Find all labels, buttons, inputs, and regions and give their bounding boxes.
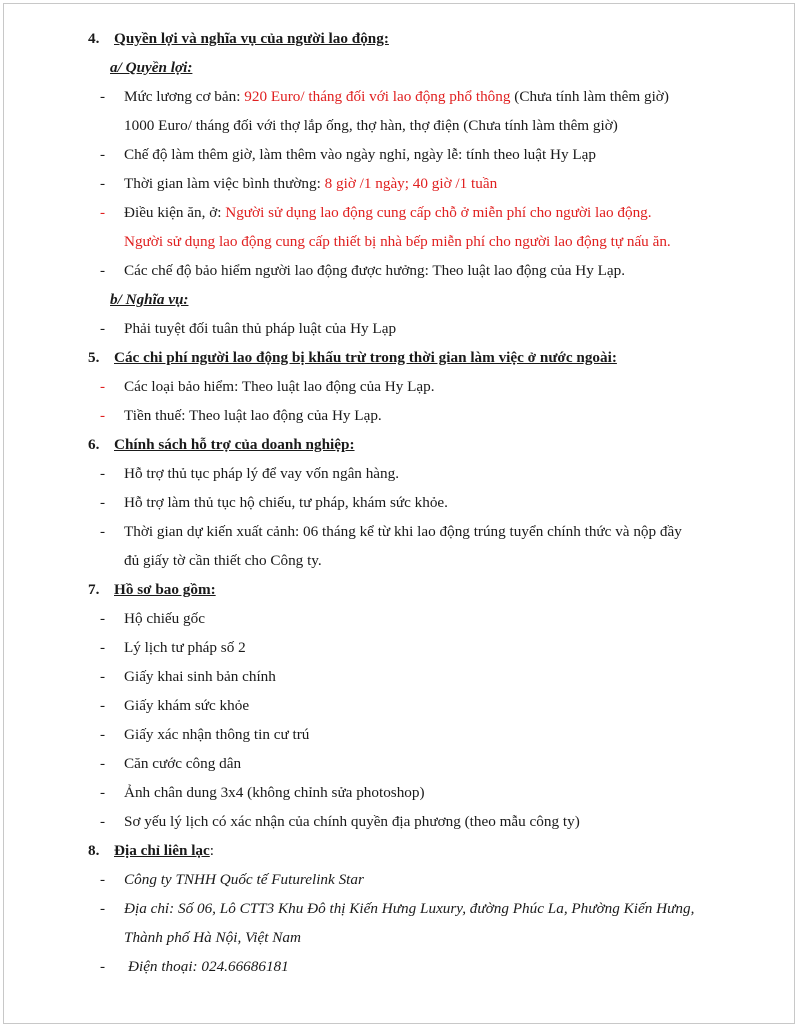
section-number: 4. [88, 30, 100, 47]
list-item-text: Hỗ trợ thủ tục pháp lý để vay vốn ngân hàng. [124, 465, 400, 482]
hours-label: Thời gian làm việc bình thường: [124, 175, 325, 192]
list-item-address [4, 894, 794, 923]
list-item-text: Giấy xác nhận thông tin cư trú [124, 726, 310, 743]
list-item [4, 633, 794, 662]
duties-subheading [4, 285, 794, 314]
section-number: 6. [88, 436, 100, 453]
address-text: Địa chỉ: Số 06, Lô CTT3 Khu Đô thị Kiến Hưng Luxury, đường Phúc La, Phường Kiến Hưng, [124, 900, 695, 917]
living-highlight: Người sử dụng lao động cung cấp chỗ ở miễn phí cho người lao động. [225, 204, 652, 221]
list-item-text: Sơ yếu lý lịch có xác nhận của chính quyền địa phương (theo mẫu công ty) [124, 813, 580, 830]
section-title: Chính sách hỗ trợ của doanh nghiệp: [114, 436, 355, 453]
list-item-address-cont [4, 923, 794, 952]
bullet-dash: - [100, 784, 106, 801]
exit-line-2: đủ giấy tờ cần thiết cho Công ty. [124, 552, 322, 569]
hours-highlight: 8 giờ /1 ngày; 40 giờ /1 tuần [324, 175, 498, 192]
bullet-dash: - [100, 639, 106, 656]
list-item-duty [4, 314, 794, 343]
section-number: 5. [88, 349, 100, 366]
subheading-text: a/ Quyền lợi: [110, 59, 193, 76]
bullet-dash: - [100, 378, 106, 395]
list-item-exit-cont [4, 546, 794, 575]
section-number: 7. [88, 581, 100, 598]
list-item [4, 488, 794, 517]
section-8-heading [4, 836, 794, 865]
list-item-living [4, 198, 794, 227]
list-item-text: Căn cước công dân [124, 755, 242, 772]
list-item-overtime [4, 140, 794, 169]
list-item-company [4, 865, 794, 894]
overtime-text: Chế độ làm thêm giờ, làm thêm vào ngày nghỉ, ngày lễ: tính theo luật Hy Lạp [124, 146, 596, 163]
list-item-living-cont [4, 227, 794, 256]
salary-line-2: 1000 Euro/ tháng đối với thợ lắp ống, thợ hàn, thợ điện (Chưa tính làm thêm giờ) [124, 117, 618, 134]
bullet-dash: - [100, 871, 106, 888]
bullet-dash: - [100, 900, 106, 917]
bullet-dash: - [100, 407, 106, 424]
bullet-dash: - [100, 88, 106, 105]
phone-text: Điện thoại: 024.66686181 [128, 958, 289, 975]
list-item-text: Các loại bảo hiểm: Theo luật lao động của Hy Lạp. [124, 378, 435, 395]
salary-note: (Chưa tính làm thêm giờ) [510, 88, 669, 105]
section-title-colon: : [209, 842, 214, 859]
bullet-dash: - [100, 697, 106, 714]
section-title: Địa chỉ liên lạc [114, 842, 210, 859]
list-item-text: Tiền thuế: Theo luật lao động của Hy Lạp. [124, 407, 382, 424]
list-item-salary [4, 82, 794, 111]
rights-subheading [4, 53, 794, 82]
salary-label: Mức lương cơ bản: [124, 88, 245, 105]
list-item-text: Lý lịch tư pháp số 2 [124, 639, 246, 656]
bullet-dash: - [100, 320, 106, 337]
bullet-dash: - [100, 813, 106, 830]
section-title: Quyền lợi và nghĩa vụ của người lao động: [114, 30, 389, 47]
list-item [4, 662, 794, 691]
list-item-text: Hỗ trợ làm thủ tục hộ chiếu, tư pháp, khám sức khỏe. [124, 494, 448, 511]
list-item [4, 720, 794, 749]
list-item-exit [4, 517, 794, 546]
salary-highlight: 920 Euro/ tháng đối với lao động phổ thông [244, 88, 511, 105]
list-item-salary-cont [4, 111, 794, 140]
list-item [4, 691, 794, 720]
bullet-dash: - [100, 523, 106, 540]
list-item [4, 778, 794, 807]
section-7-heading [4, 575, 794, 604]
document-content [4, 24, 794, 981]
section-6-heading [4, 430, 794, 459]
list-item [4, 604, 794, 633]
bullet-dash: - [100, 726, 106, 743]
section-5-heading [4, 343, 794, 372]
list-item-text: Hộ chiếu gốc [124, 610, 205, 627]
bullet-dash: - [100, 204, 106, 221]
bullet-dash: - [100, 755, 106, 772]
list-item-phone [4, 952, 794, 981]
bullet-dash: - [100, 465, 106, 482]
duty-text: Phải tuyệt đối tuân thủ pháp luật của Hy Lạp [124, 320, 397, 337]
list-item [4, 807, 794, 836]
list-item [4, 372, 794, 401]
section-4-heading [4, 24, 794, 53]
living-label: Điều kiện ăn, ở: [124, 204, 226, 221]
bullet-dash: - [100, 610, 106, 627]
living-line-2: Người sử dụng lao động cung cấp thiết bị nhà bếp miễn phí cho người lao động tự nấu ăn. [124, 233, 671, 250]
list-item [4, 749, 794, 778]
section-number: 8. [88, 842, 100, 859]
exit-text: Thời gian dự kiến xuất cảnh: 06 tháng kể từ khi lao động trúng tuyển chính thức và nộp đầy [124, 523, 682, 540]
insurance-text: Các chế độ bảo hiểm người lao động được hưởng: Theo luật lao động của Hy Lạp. [124, 262, 626, 279]
list-item-text: Giấy khai sinh bản chính [124, 668, 276, 685]
bullet-dash: - [100, 668, 106, 685]
bullet-dash: - [100, 175, 106, 192]
list-item [4, 459, 794, 488]
list-item [4, 401, 794, 430]
bullet-dash: - [100, 494, 106, 511]
section-title: Các chi phí người lao động bị khấu trừ trong thời gian làm việc ở nước ngoài: [114, 349, 617, 366]
list-item-insurance [4, 256, 794, 285]
list-item-hours [4, 169, 794, 198]
subheading-text: b/ Nghĩa vụ: [110, 291, 189, 308]
section-title: Hồ sơ bao gồm: [114, 581, 216, 598]
list-item-text: Ảnh chân dung 3x4 (không chỉnh sửa photoshop) [124, 784, 425, 801]
document-page [3, 3, 795, 1024]
bullet-dash: - [100, 958, 106, 975]
bullet-dash: - [100, 262, 106, 279]
address-line-2: Thành phố Hà Nội, Việt Nam [124, 929, 301, 946]
bullet-dash: - [100, 146, 106, 163]
company-name: Công ty TNHH Quốc tế Futurelink Star [124, 871, 364, 888]
list-item-text: Giấy khám sức khỏe [124, 697, 250, 714]
